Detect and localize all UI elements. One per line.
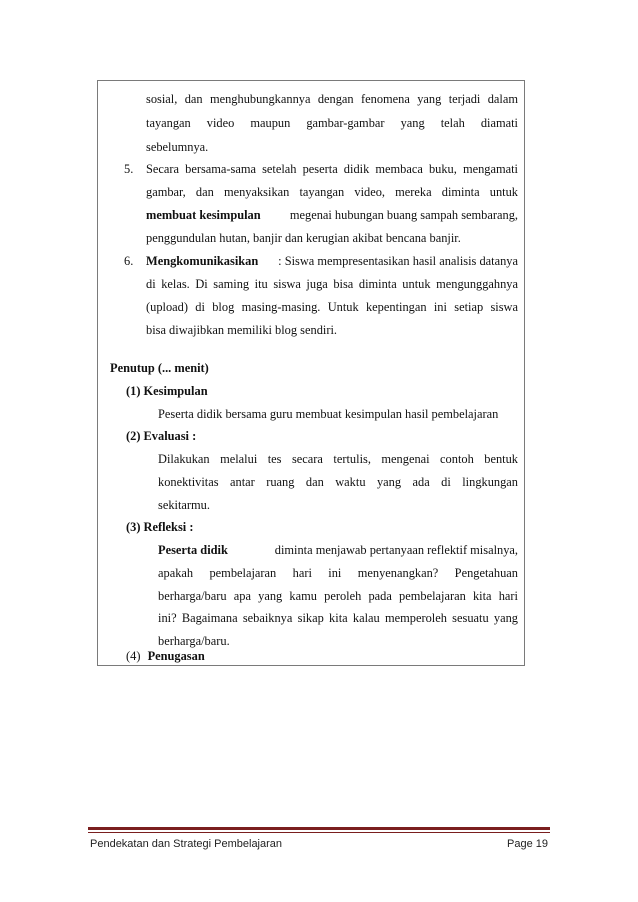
evaluasi-line3: sekitarmu. <box>158 498 210 512</box>
evaluasi-heading: (2) Evaluasi : <box>126 429 197 443</box>
item5-line4: penggundulan hutan, banjir dan kerugian akibat bencana banjir. <box>146 231 461 245</box>
item6-line2: di kelas. Di saming itu siswa juga bisa diminta untuk mengunggahnya <box>146 277 518 291</box>
refleksi-line3: berharga/baru apa yang kamu peroleh pada pembelajaran kita hari <box>158 589 518 603</box>
kesimpulan-heading: (1) Kesimpulan <box>126 384 208 398</box>
penutup-heading: Penutup (... menit) <box>110 361 209 375</box>
evaluasi-line2: konektivitas antar ruang dan waktu yang ada di lingkungan <box>158 475 518 489</box>
refleksi-line5: berharga/baru. <box>158 634 230 648</box>
refleksi-line4: ini? Bagaimana sebaiknya sikap kita kalau memperoleh sesuatu yang <box>158 611 518 625</box>
footer-title: Pendekatan dan Strategi Pembelajaran <box>90 838 283 850</box>
item6-line1-rest: : Siswa mempresentasikan hasil analisis datanya <box>278 254 518 268</box>
item6-emphasis: Mengkomunikasikan <box>146 254 259 268</box>
footer-rule-thin <box>88 832 550 833</box>
item4-line1: sosial, dan menghubungkannya dengan fenomena yang terjadi dalam <box>146 92 518 106</box>
item5-number: 5. <box>124 162 134 176</box>
item5-line3 <box>146 207 518 223</box>
refleksi-line2: apakah pembelajaran hari ini menyenangkan? Pengetahuan <box>158 566 518 580</box>
page-number: Page 19 <box>507 838 548 850</box>
evaluasi-line1: Dilakukan melalui tes secara tertulis, mengenai contoh bentuk <box>158 452 518 466</box>
penugasan-number: (4) <box>126 649 141 663</box>
item5-line1: Secara bersama-sama setelah peserta didik membaca buku, mengamati <box>146 162 518 176</box>
item4-line2: tayangan video maupun gambar-gambar yang telah diamati <box>146 116 518 130</box>
item6-line4: bisa diwajibkan memiliki blog sendiri. <box>146 323 337 337</box>
refleksi-emphasis: Peserta didik <box>158 543 228 557</box>
penugasan-heading <box>126 648 205 664</box>
refleksi-heading: (3) Refleksi : <box>126 520 194 534</box>
kesimpulan-line1: Peserta didik bersama guru membuat kesimpulan hasil pembelajaran <box>158 407 499 421</box>
item6-number: 6. <box>124 254 134 268</box>
footer-rule-thick <box>88 827 550 830</box>
item5-emphasis: membuat kesimpulan <box>146 208 261 222</box>
refleksi-line1-rest: diminta menjawab pertanyaan reflektif misalnya, <box>274 543 518 557</box>
item5-line3-rest: megenai hubungan buang sampah sembarang, <box>289 208 518 222</box>
penugasan-label: Penugasan <box>147 649 205 663</box>
item6-line1 <box>146 253 518 269</box>
item6-line3: (upload) di blog masing-masing. Untuk kepentingan ini setiap siswa <box>146 300 518 314</box>
refleksi-line1 <box>158 542 518 558</box>
item5-line2: gambar, dan menyaksikan tayangan video, mereka diminta untuk <box>146 185 518 199</box>
item4-line3: sebelumnya. <box>146 140 209 154</box>
